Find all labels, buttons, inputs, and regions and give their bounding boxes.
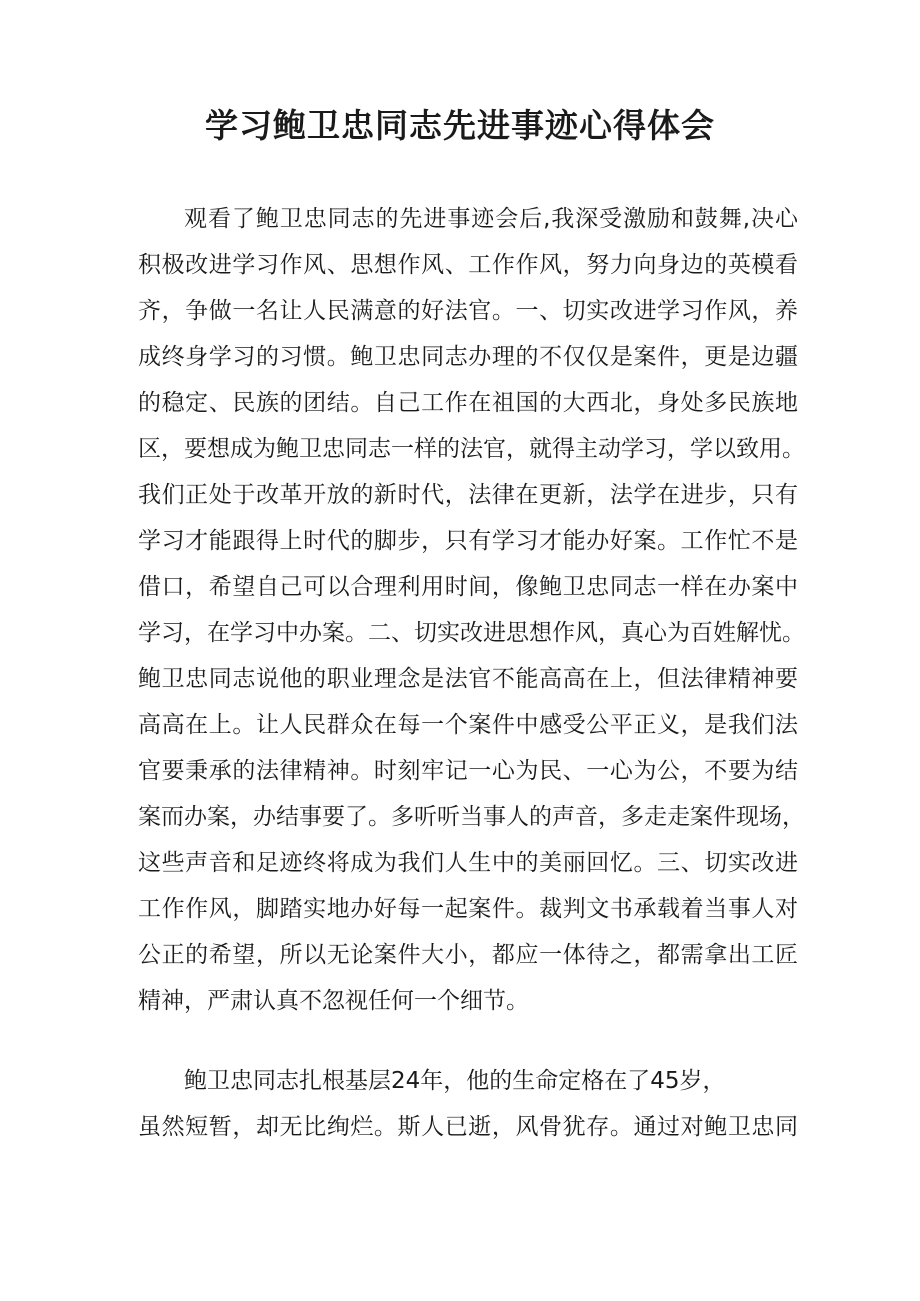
text-line: 学习才能跟得上时代的脚步，只有学习才能办好案。工作忙不是 (138, 528, 798, 554)
text-line: 学习，在学习中办案。二、切实改进思想作风，真心为百姓解忧。 (138, 620, 805, 646)
page-title: 学习鲍卫忠同志先进事迹心得体会 (205, 106, 715, 145)
paragraph-1 (138, 196, 805, 1024)
text-line: 官要秉承的法律精神。时刻牢记一心为民、一心为公，不要为结 (138, 758, 798, 784)
text-line: 虽然短暂，却无比绚烂。斯人已逝，风骨犹存。通过对鲍卫忠同 (138, 1114, 798, 1140)
text-line: 鲍卫忠同志说他的职业理念是法官不能高高在上，但法律精神要 (138, 666, 798, 692)
text-line: 区，要想成为鲍卫忠同志一样的法官，就得主动学习，学以致用。 (138, 436, 805, 462)
text-line: 积极改进学习作风、思想作风、工作作风，努力向身边的英模看 (138, 252, 798, 278)
text-line: 案而办案，办结事要了。多听听当事人的声音，多走走案件现场， (138, 804, 805, 830)
text-line: 借口，希望自己可以合理利用时间，像鲍卫忠同志一样在办案中 (138, 574, 798, 600)
paragraph-2 (138, 1058, 798, 1150)
text-line: 精神，严肃认真不忽视任何一个细节。 (138, 988, 529, 1014)
text-line: 齐，争做一名让人民满意的好法官。一、切实改进学习作风，养 (138, 298, 798, 324)
text-line: 公正的希望，所以无论案件大小，都应一体待之，都需拿出工匠 (138, 942, 798, 968)
text-line: 我们正处于改革开放的新时代，法律在更新，法学在进步，只有 (138, 482, 798, 508)
text-line: 这些声音和足迹终将成为我们人生中的美丽回忆。三、切实改进 (138, 850, 798, 876)
text-line: 的稳定、民族的团结。自己工作在祖国的大西北，身处多民族地 (138, 390, 798, 416)
text-line: 工作作风，脚踏实地办好每一起案件。裁判文书承载着当事人对 (138, 896, 798, 922)
text-line: 观看了鲍卫忠同志的先进事迹会后,我深受激励和鼓舞,决心 (184, 206, 798, 232)
text-line: 高高在上。让人民群众在每一个案件中感受公平正义，是我们法 (138, 712, 798, 738)
text-line: 成终身学习的习惯。鲍卫忠同志办理的不仅仅是案件，更是边疆 (138, 344, 798, 370)
text-line: 鲍卫忠同志扎根基层24年，他的生命定格在了45岁， (184, 1068, 726, 1094)
